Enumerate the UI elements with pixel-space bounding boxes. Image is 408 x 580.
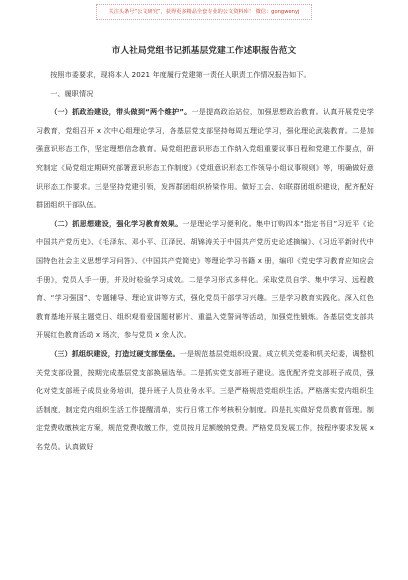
paragraph-political-text: 一是提高政治站位，加强思想政治教育。认真开展党史学习教育，党组召开 x 次中心组理论学习，各基层党支部坚持每周五理论学习，强化理论武装教育。二是加强意识形态工作，坚定理想信念教育。局党组把意识形态工作纳入党组重要议事日程和党建工作要点，研究制定《局党组定期研究部署意识形态工作制度》《党组意识形态工作领导小组议事规则》等，明确做好意识形态工作要求。三是坚持党建引领，发挥群团组织桥梁作用。做好工会、妇联群团组织建设，配齐配好群团组织干部队伍。 [36,107,374,210]
paragraph-ideological-text: 一是理论学习便利化。集中订购四本“指定书目”习近平《论中国共产党历史》、《毛泽东、邓小平、江泽民、胡锦涛关于中国共产党历史论述摘编》、《习近平新时代中国特色社会主义思想学习问答》、《中国共产党简史》等理论学习书籍 x 册，编印《党史学习教育应知应会手册》，党员人手一册，并及时检验学习成效。二是学习形式多样化。采取党员自学、集中学习、远程教育、“学习强国”、专题辅导、理论宣讲等方式，强化党员干部学习兴趣。三是学习教育实践化。深入红色教育基地开展主题党日、组织观看爱国题材影片、重温入党誓词等活动，加强党性锻炼。各基层党支部共开展红色教育活动 x 场次，参与党员 x 余人次。 [36,218,374,340]
promo-banner: 关注头条号“公文研究”，获得更多精品全套专业的公文资料库！ 微信：gongwenyj [96,4,312,20]
document-title: 市人社局党组书记抓基层党建工作述职报告范文 [111,46,297,56]
paragraph-organizational [36,345,374,457]
subheading-organizational: （三）抓组织建设，打造过硬支部堡垒。 [50,348,180,358]
paragraph-political [36,103,374,215]
subheading-ideological: （二）抓思想建设，强化学习教育效果。 [50,218,183,228]
subheading-political: （一）抓政治建设，带头做到“两个维护”。 [50,107,192,117]
section-heading: 一、履职情况 [50,88,94,98]
document-body [36,66,374,456]
paragraph-ideological [36,215,374,345]
intro-paragraph: 按照市委要求，现将本人 2021 年度履行党建第一责任人职责工作情况报告如下。 [50,70,311,79]
paragraph-organizational-text: 一是规范基层党组织设置。成立机关党委和机关纪委，调整机关党支部设置，按期完成基层党支部换届选举。二是抓实党支部班子建设。选优配齐党支部班子成员，强化对党支部班子成员业务培训，提升班子人员业务水平。三是严格规范党组织生活。严格落实党内组织生活制度，制定党内组织生活工作提醒清单，实行日常工作考核积分制度。四是扎实做好党员教育管理。制定党费收缴核定方案，规范党费收缴工作，党员按月足额缴纳党费。严格党员发展工作，按程序要求发展 x 名党员。认真做好 [36,348,374,451]
